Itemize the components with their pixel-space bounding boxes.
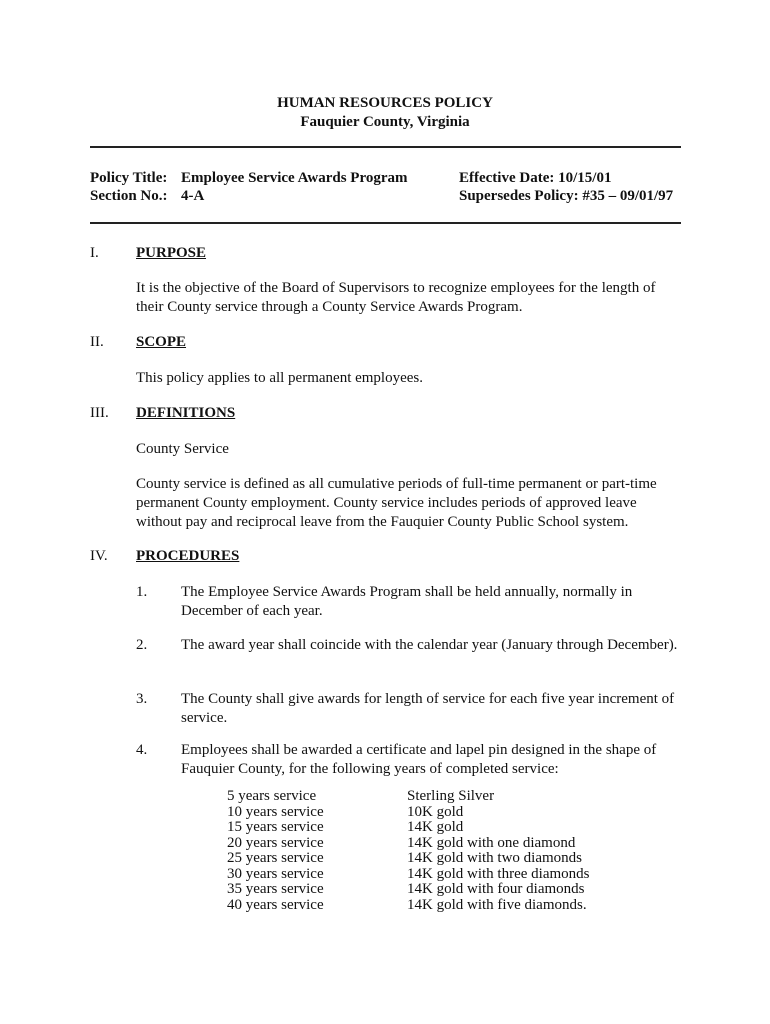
award-prize: 10K gold bbox=[407, 803, 464, 820]
policy-title-value: Employee Service Awards Program bbox=[181, 170, 408, 186]
procedure-item-number: 3. bbox=[136, 691, 148, 707]
award-years: 15 years service bbox=[227, 819, 324, 835]
purpose-heading: PURPOSE bbox=[136, 245, 207, 261]
header-divider-bottom bbox=[90, 222, 681, 224]
award-years: 25 years service bbox=[227, 850, 324, 866]
definitions-section-number: III. bbox=[90, 405, 109, 421]
scope-heading: SCOPE bbox=[136, 334, 187, 350]
award-years: 20 years service bbox=[227, 834, 324, 851]
award-prize: Sterling Silver bbox=[407, 788, 495, 804]
effective-date: Effective Date: 10/15/01 bbox=[459, 170, 612, 186]
award-prize: 14K gold with two diamonds bbox=[407, 850, 582, 866]
section-number-label: Section No.: bbox=[90, 188, 168, 204]
procedure-item-number: 1. bbox=[136, 584, 148, 600]
procedures-section-number: IV. bbox=[90, 548, 108, 564]
award-years: 10 years service bbox=[227, 803, 324, 820]
supersedes-policy: Supersedes Policy: #35 – 09/01/97 bbox=[459, 188, 674, 204]
definitions-heading: DEFINITIONS bbox=[136, 405, 236, 421]
scope-section-number: II. bbox=[90, 334, 104, 350]
award-row bbox=[227, 898, 589, 914]
award-row bbox=[227, 789, 589, 805]
procedure-item-number: 4. bbox=[136, 742, 148, 758]
document-subtitle: Fauquier County, Virginia bbox=[300, 114, 470, 130]
award-years: 35 years service bbox=[227, 881, 324, 897]
award-row bbox=[227, 851, 589, 867]
section-number-value: 4-A bbox=[181, 188, 205, 204]
scope-text: This policy applies to all permanent employees. bbox=[136, 370, 424, 386]
award-row bbox=[227, 867, 589, 883]
procedures-heading: PROCEDURES bbox=[136, 548, 240, 564]
award-prize: 14K gold with four diamonds bbox=[407, 881, 585, 897]
procedure-item-text: The Employee Service Awards Program shall be held annually, normally in December of each year. bbox=[181, 584, 633, 619]
award-row bbox=[227, 836, 589, 852]
procedure-item-text: The award year shall coincide with the calendar year (January through December). bbox=[181, 637, 678, 653]
awards-table bbox=[227, 789, 589, 913]
award-years: 5 years service bbox=[227, 788, 317, 804]
definition-term: County Service bbox=[136, 441, 229, 457]
award-row bbox=[227, 805, 589, 821]
award-prize: 14K gold bbox=[407, 819, 464, 835]
award-prize: 14K gold with five diamonds. bbox=[407, 896, 587, 913]
purpose-section-number: I. bbox=[90, 245, 99, 261]
award-years: 40 years service bbox=[227, 896, 324, 913]
policy-title-label: Policy Title: bbox=[90, 170, 168, 186]
definition-text: County service is defined as all cumulative periods of full-time permanent or part-time permanent County employment. County service includes periods of approved leave without pay and reciprocal leave from the Fauquier County Public School system. bbox=[136, 476, 657, 530]
document-title: HUMAN RESOURCES POLICY bbox=[277, 95, 493, 111]
award-years: 30 years service bbox=[227, 865, 324, 882]
award-row bbox=[227, 820, 589, 836]
procedure-item-text: Employees shall be awarded a certificate and lapel pin designed in the shape of Fauquier County, for the following years of completed service: bbox=[181, 742, 657, 777]
award-prize: 14K gold with one diamond bbox=[407, 834, 576, 851]
award-row bbox=[227, 882, 589, 898]
procedure-item-number: 2. bbox=[136, 637, 148, 653]
purpose-text: It is the objective of the Board of Supervisors to recognize employees for the length of their County service through a County Service Awards Program. bbox=[136, 280, 656, 315]
award-prize: 14K gold with three diamonds bbox=[407, 865, 590, 882]
header-divider-top bbox=[90, 146, 681, 148]
procedure-item-text: The County shall give awards for length of service for each five year increment of service. bbox=[181, 691, 675, 726]
